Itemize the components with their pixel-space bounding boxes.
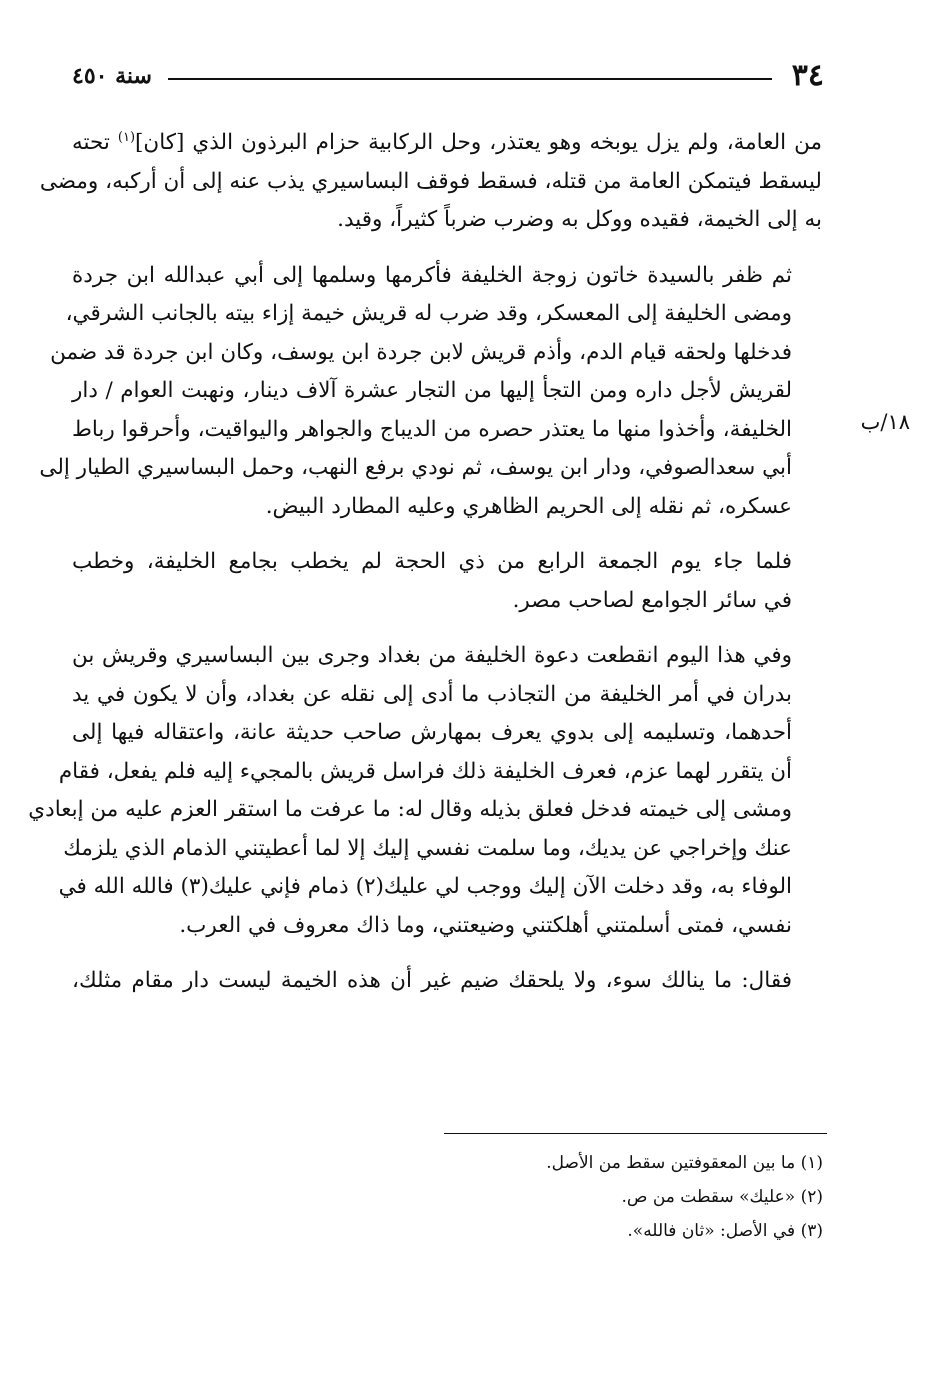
text-line: وفي هذا اليوم انقطعت دعوة الخليفة من بغداد وجرى بين البساسيري وقريش بن <box>72 643 792 668</box>
text-line: أحدهما، وتسليمه إلى بدوي يعرف بمهارش صاحب حديثة عانة، واعتقاله فيها إلى <box>72 720 792 745</box>
paragraph-3 <box>72 543 822 620</box>
paragraph-2 <box>39 257 822 527</box>
paragraph-4 <box>28 637 822 945</box>
footnote-ref-1: (١) <box>117 129 136 145</box>
footnotes <box>123 1146 823 1248</box>
footnote-rule <box>444 1133 827 1134</box>
margin-folio-note: ١٨/ب <box>860 410 910 434</box>
text-line: نفسي، فمتى أسلمتني أهلكتني وضيعتني، وما ذاك معروف في العرب. <box>179 912 792 938</box>
text-line: الوفاء به، وقد دخلت الآن إليك ووجب لي عليك(٢) ذمام فإني عليك(٣) فالله الله في <box>58 874 792 899</box>
text-line: في سائر الجوامع لصاحب مصر. <box>512 587 792 613</box>
text-line: من العامة، ولم يزل يوبخه وهو يعتذر، وحل الركابية حزام البرذون الذي [كان]$^{(١)}$ تحته <box>72 129 823 155</box>
main-text <box>28 124 823 1018</box>
text-line: الخليفة، وأخذوا منها ما يعتذر حصره من الديباج والجواهر واليواقيت، وأحرقوا رباط <box>72 416 792 442</box>
text-line: ليسقط فيتمكن العامة من قتله، فسقط فوقف البساسيري يذب عنه إلى أن أركبه، ومضى <box>39 168 822 194</box>
page-header <box>72 56 824 96</box>
footnote-1: (١) ما بين المعقوفتين سقط من الأصل. <box>546 1153 823 1173</box>
paragraph-5 <box>72 962 822 1001</box>
header-rule <box>168 78 772 80</box>
text-line: فدخلها ولحقه قيام الدم، وأذم قريش لابن جردة ابن يوسف، وكان ابن جردة قد ضمن <box>50 339 792 365</box>
text-line: أن يتقرر لهما عزم، فعرف الخليفة ذلك فراسل قريش بالمجيء إليه فلم يفعل، فقام <box>58 758 792 784</box>
page-number: ٣٤ <box>791 58 824 93</box>
text-line: لقريش لأجل داره ومن التجأ إليها من التجار عشرة آلاف دينار، ونهبت العوام / دار <box>72 378 792 403</box>
text-line: عسكره، ثم نقله إلى الحريم الظاهري وعليه المطارد البيض. <box>265 493 792 519</box>
text-line: به إلى الخيمة، فقيده ووكل به وضرب ضرباً كثيراً، وقيد. <box>337 207 822 232</box>
text-line: عنك وإخراجي عن يديك، وما سلمت نفسي إليك إلا لما أعطيتني الذمام الذي يلزمك <box>63 835 792 861</box>
text-line: فلما جاء يوم الجمعة الرابع من ذي الحجة لم يخطب بجامع الخليفة، وخطب <box>72 549 792 574</box>
footnote-3: (٣) في الأصل: «ثان فالله». <box>627 1221 823 1241</box>
text-line: ثم ظفر بالسيدة خاتون زوجة الخليفة فأكرمها وسلمها إلى أبي عبدالله ابن جردة <box>72 262 792 288</box>
paragraph-1 <box>39 124 823 240</box>
text-line: بدران في أمر الخليفة من التجاذب ما أدى إلى نقله عن بغداد، وأن لا يكون في يد <box>72 681 792 707</box>
text-line: ومضى الخليفة إلى المعسكر، وقد ضرب له قريش خيمة إزاء بيته بالجانب الشرقي، <box>65 301 792 326</box>
text-line: ومشى إلى خيمته فدخل فعلق بذيله وقال له: ما عرفت ما استقر العزم عليه من إبعادي <box>28 797 792 822</box>
text-line: فقال: ما ينالك سوء، ولا يلحقك ضيم غير أن هذه الخيمة ليست دار مقام مثلك، <box>72 968 792 993</box>
footnote-2: (٢) «عليك» سقطت من ص. <box>621 1187 823 1207</box>
year-label: سنة ٤٥٠ <box>72 63 152 89</box>
text-line: أبي سعدالصوفي، ودار ابن يوسف، ثم نودي برفع النهب، وحمل البساسيري الطيار إلى <box>39 455 792 480</box>
